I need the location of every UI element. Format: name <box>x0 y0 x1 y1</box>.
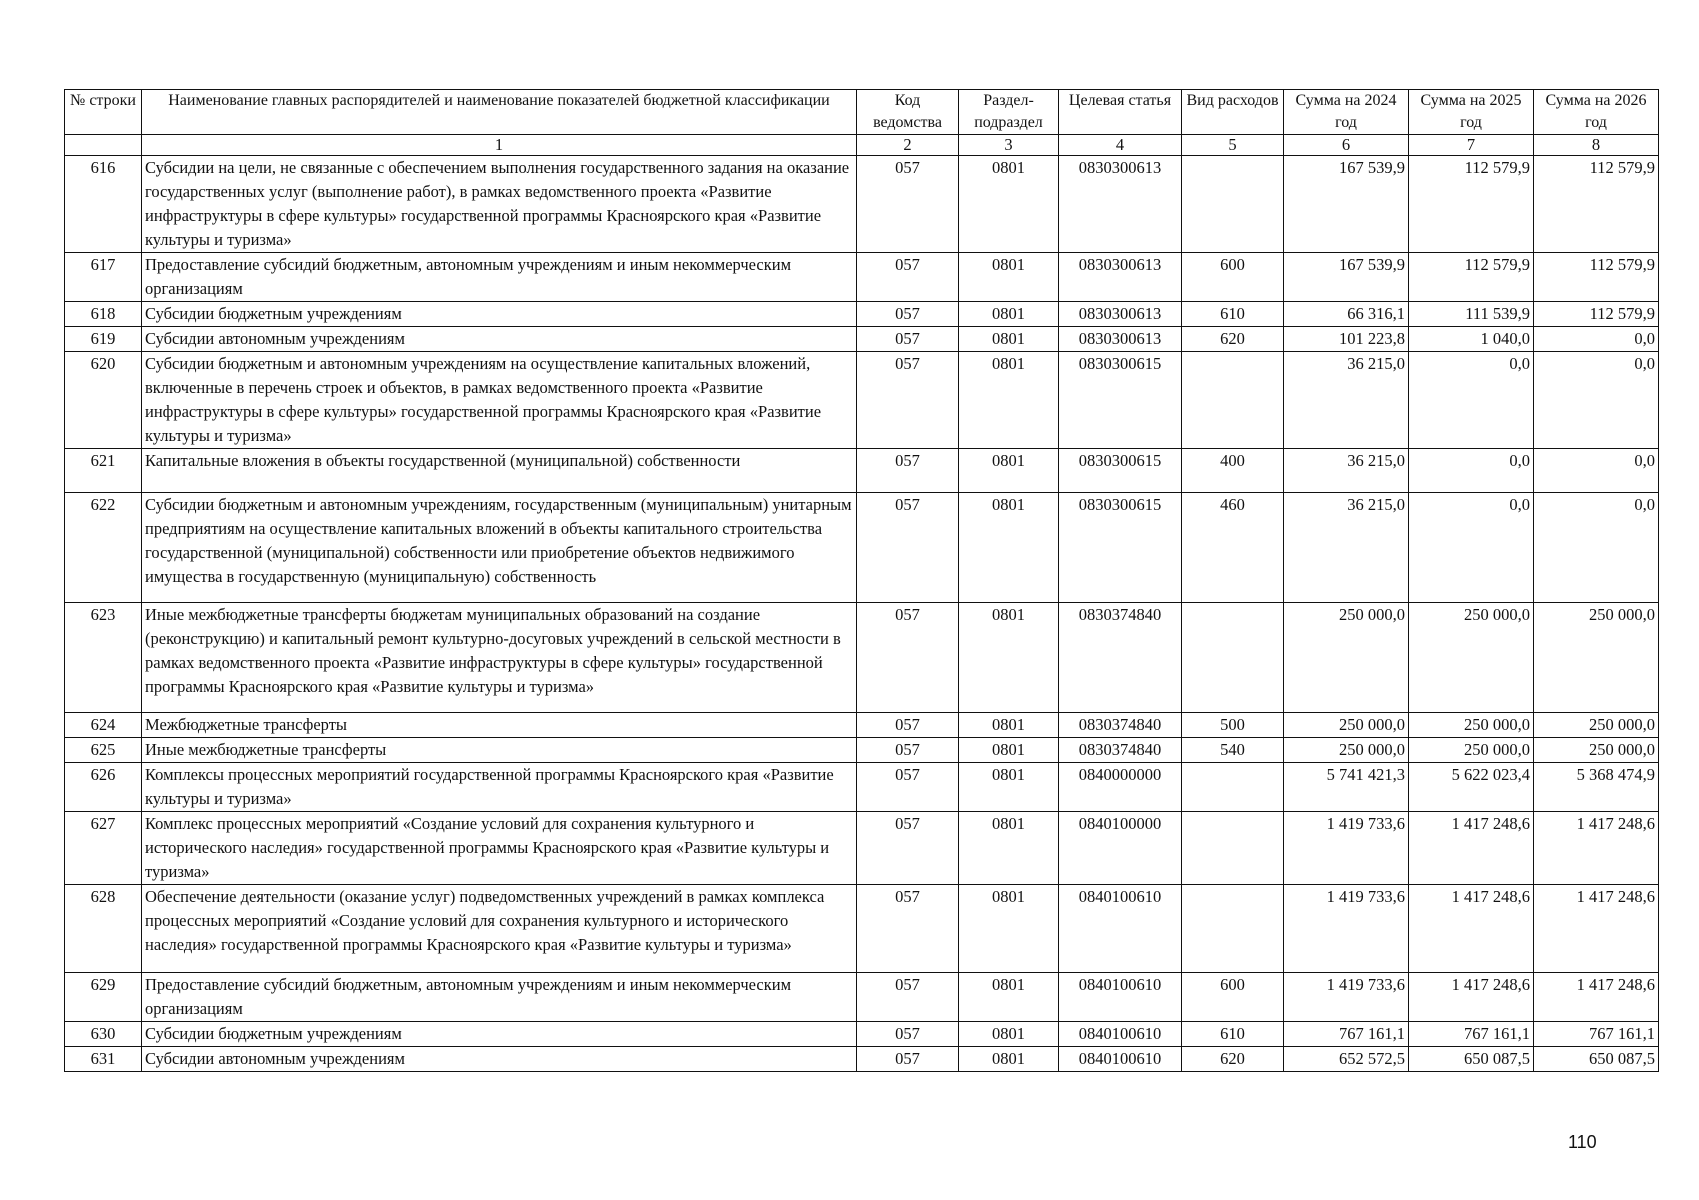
row-amount-2025: 250 000,0 <box>1409 738 1534 763</box>
row-expense-type <box>1182 603 1284 713</box>
row-number: 628 <box>65 885 142 973</box>
row-amount-2026: 1 417 248,6 <box>1534 973 1659 1022</box>
row-amount-2025: 1 417 248,6 <box>1409 973 1534 1022</box>
row-number: 621 <box>65 449 142 493</box>
row-amount-2026: 250 000,0 <box>1534 738 1659 763</box>
row-dept-code: 057 <box>857 493 959 603</box>
row-name: Субсидии бюджетным и автономным учреждениям на осуществление капитальных вложений, включенные в перечень строек и объектов, в рамках ведомственного проекта «Развитие инфраструктуры в сфере культуры» государственной программы Красноярского края «Развитие культуры и туризма» <box>142 352 857 449</box>
row-name: Субсидии на цели, не связанные с обеспечением выполнения государственного задания на оказание государственных услуг (выполнение работ), в рамках ведомственного проекта «Развитие инфраструктуры в сфере культуры» государственной программы Красноярского края «Развитие культуры и туризма» <box>142 156 857 253</box>
row-name: Субсидии бюджетным учреждениям <box>142 302 857 327</box>
column-number: 6 <box>1284 135 1409 156</box>
row-amount-2025: 767 161,1 <box>1409 1022 1534 1047</box>
header-row-no: № строки <box>65 90 142 135</box>
row-name: Межбюджетные трансферты <box>142 713 857 738</box>
row-amount-2026: 112 579,9 <box>1534 302 1659 327</box>
row-amount-2026: 767 161,1 <box>1534 1022 1659 1047</box>
row-dept-code: 057 <box>857 156 959 253</box>
row-dept-code: 057 <box>857 973 959 1022</box>
row-target-article: 0840100610 <box>1059 885 1182 973</box>
table-row <box>65 449 1659 493</box>
row-amount-2024: 250 000,0 <box>1284 603 1409 713</box>
page-number: 110 <box>1568 1132 1597 1152</box>
row-amount-2025: 5 622 023,4 <box>1409 763 1534 812</box>
row-name: Капитальные вложения в объекты государственной (муниципальной) собственности <box>142 449 857 493</box>
row-target-article: 0840100610 <box>1059 1022 1182 1047</box>
table-row <box>65 493 1659 603</box>
row-number: 625 <box>65 738 142 763</box>
header-2025: Сумма на 2025 год <box>1409 90 1534 135</box>
row-amount-2024: 66 316,1 <box>1284 302 1409 327</box>
row-amount-2026: 112 579,9 <box>1534 253 1659 302</box>
column-number: 5 <box>1182 135 1284 156</box>
row-target-article: 0840100000 <box>1059 812 1182 885</box>
column-number-row <box>65 135 1659 156</box>
table-row <box>65 352 1659 449</box>
row-expense-type: 400 <box>1182 449 1284 493</box>
row-target-article: 0830374840 <box>1059 603 1182 713</box>
row-amount-2024: 250 000,0 <box>1284 713 1409 738</box>
row-number: 626 <box>65 763 142 812</box>
row-section: 0801 <box>959 156 1059 253</box>
row-amount-2024: 1 419 733,6 <box>1284 812 1409 885</box>
row-target-article: 0830300615 <box>1059 449 1182 493</box>
table-row <box>65 302 1659 327</box>
row-expense-type: 500 <box>1182 713 1284 738</box>
row-amount-2024: 167 539,9 <box>1284 253 1409 302</box>
row-amount-2026: 0,0 <box>1534 493 1659 603</box>
row-number: 623 <box>65 603 142 713</box>
row-dept-code: 057 <box>857 763 959 812</box>
table-row <box>65 885 1659 973</box>
row-amount-2024: 5 741 421,3 <box>1284 763 1409 812</box>
row-target-article: 0830374840 <box>1059 713 1182 738</box>
row-target-article: 0840000000 <box>1059 763 1182 812</box>
row-amount-2025: 111 539,9 <box>1409 302 1534 327</box>
column-number: 4 <box>1059 135 1182 156</box>
column-number: 3 <box>959 135 1059 156</box>
row-number: 624 <box>65 713 142 738</box>
row-number: 630 <box>65 1022 142 1047</box>
row-number: 631 <box>65 1047 142 1072</box>
row-section: 0801 <box>959 763 1059 812</box>
row-amount-2024: 36 215,0 <box>1284 352 1409 449</box>
budget-table <box>64 89 1659 1072</box>
row-expense-type: 600 <box>1182 253 1284 302</box>
row-expense-type: 620 <box>1182 1047 1284 1072</box>
row-name: Субсидии автономным учреждениям <box>142 1047 857 1072</box>
row-expense-type <box>1182 352 1284 449</box>
row-target-article: 0840100610 <box>1059 1047 1182 1072</box>
row-amount-2024: 767 161,1 <box>1284 1022 1409 1047</box>
row-amount-2024: 36 215,0 <box>1284 449 1409 493</box>
row-target-article: 0830300613 <box>1059 327 1182 352</box>
row-section: 0801 <box>959 603 1059 713</box>
row-section: 0801 <box>959 302 1059 327</box>
header-name: Наименование главных распорядителей и наименование показателей бюджетной классификации <box>142 90 857 135</box>
row-expense-type <box>1182 812 1284 885</box>
column-number: 8 <box>1534 135 1659 156</box>
row-amount-2024: 1 419 733,6 <box>1284 973 1409 1022</box>
row-dept-code: 057 <box>857 738 959 763</box>
row-amount-2026: 650 087,5 <box>1534 1047 1659 1072</box>
row-name: Субсидии бюджетным и автономным учреждениям, государственным (муниципальным) унитарным предприятиям на осуществление капитальных вложений в объекты капитального строительства государственной (муниципальной) собственности или приобретение объектов недвижимого имущества в государственную (муниципальную) собственность <box>142 493 857 603</box>
row-expense-type: 620 <box>1182 327 1284 352</box>
row-section: 0801 <box>959 253 1059 302</box>
header-target: Целевая статья <box>1059 90 1182 135</box>
table-row <box>65 763 1659 812</box>
column-number: 7 <box>1409 135 1534 156</box>
row-expense-type: 600 <box>1182 973 1284 1022</box>
header-dept: Код ведомства <box>857 90 959 135</box>
row-name: Предоставление субсидий бюджетным, автономным учреждениям и иным некоммерческим организациям <box>142 973 857 1022</box>
row-amount-2025: 1 040,0 <box>1409 327 1534 352</box>
header-2026: Сумма на 2026 год <box>1534 90 1659 135</box>
row-target-article: 0830374840 <box>1059 738 1182 763</box>
row-target-article: 0830300615 <box>1059 352 1182 449</box>
row-amount-2026: 0,0 <box>1534 327 1659 352</box>
row-number: 620 <box>65 352 142 449</box>
header-row <box>65 90 1659 135</box>
row-expense-type: 610 <box>1182 302 1284 327</box>
row-name: Комплекс процессных мероприятий «Создание условий для сохранения культурного и исторического наследия» государственной программы Красноярского края «Развитие культуры и туризма» <box>142 812 857 885</box>
row-amount-2026: 0,0 <box>1534 352 1659 449</box>
row-dept-code: 057 <box>857 253 959 302</box>
row-amount-2024: 101 223,8 <box>1284 327 1409 352</box>
row-dept-code: 057 <box>857 1022 959 1047</box>
row-target-article: 0830300613 <box>1059 253 1182 302</box>
row-name: Иные межбюджетные трансферты бюджетам муниципальных образований на создание (реконструкцию) и капитальный ремонт культурно-досуговых учреждений в сельской местности в рамках ведомственного проекта «Развитие инфраструктуры в сфере культуры» государственной программы Красноярского края «Развитие культуры и туризма» <box>142 603 857 713</box>
table-row <box>65 253 1659 302</box>
row-name: Субсидии бюджетным учреждениям <box>142 1022 857 1047</box>
row-dept-code: 057 <box>857 327 959 352</box>
row-expense-type: 540 <box>1182 738 1284 763</box>
row-section: 0801 <box>959 327 1059 352</box>
row-number: 622 <box>65 493 142 603</box>
row-amount-2025: 112 579,9 <box>1409 253 1534 302</box>
row-amount-2024: 250 000,0 <box>1284 738 1409 763</box>
row-name: Предоставление субсидий бюджетным, автономным учреждениям и иным некоммерческим организациям <box>142 253 857 302</box>
row-number: 618 <box>65 302 142 327</box>
row-section: 0801 <box>959 1022 1059 1047</box>
row-name: Субсидии автономным учреждениям <box>142 327 857 352</box>
row-number: 616 <box>65 156 142 253</box>
table-row <box>65 156 1659 253</box>
row-dept-code: 057 <box>857 885 959 973</box>
row-target-article: 0830300613 <box>1059 156 1182 253</box>
row-amount-2025: 112 579,9 <box>1409 156 1534 253</box>
table-body <box>65 156 1659 1072</box>
table-row <box>65 603 1659 713</box>
row-amount-2025: 0,0 <box>1409 352 1534 449</box>
row-expense-type <box>1182 156 1284 253</box>
header-2024: Сумма на 2024 год <box>1284 90 1409 135</box>
row-amount-2026: 250 000,0 <box>1534 713 1659 738</box>
column-number: 1 <box>142 135 857 156</box>
row-section: 0801 <box>959 738 1059 763</box>
table-row <box>65 1022 1659 1047</box>
row-amount-2026: 1 417 248,6 <box>1534 885 1659 973</box>
row-amount-2024: 1 419 733,6 <box>1284 885 1409 973</box>
row-dept-code: 057 <box>857 1047 959 1072</box>
row-name: Комплексы процессных мероприятий государственной программы Красноярского края «Развитие культуры и туризма» <box>142 763 857 812</box>
row-amount-2025: 250 000,0 <box>1409 713 1534 738</box>
row-number: 619 <box>65 327 142 352</box>
row-section: 0801 <box>959 812 1059 885</box>
table-row <box>65 812 1659 885</box>
header-exptype: Вид расходов <box>1182 90 1284 135</box>
row-dept-code: 057 <box>857 352 959 449</box>
row-amount-2026: 5 368 474,9 <box>1534 763 1659 812</box>
row-dept-code: 057 <box>857 713 959 738</box>
row-amount-2025: 0,0 <box>1409 493 1534 603</box>
row-amount-2026: 0,0 <box>1534 449 1659 493</box>
table-row <box>65 327 1659 352</box>
column-number <box>65 135 142 156</box>
row-amount-2025: 1 417 248,6 <box>1409 812 1534 885</box>
row-number: 617 <box>65 253 142 302</box>
row-name: Иные межбюджетные трансферты <box>142 738 857 763</box>
row-amount-2026: 1 417 248,6 <box>1534 812 1659 885</box>
row-dept-code: 057 <box>857 302 959 327</box>
row-amount-2026: 250 000,0 <box>1534 603 1659 713</box>
row-section: 0801 <box>959 352 1059 449</box>
row-expense-type: 610 <box>1182 1022 1284 1047</box>
row-section: 0801 <box>959 493 1059 603</box>
row-number: 629 <box>65 973 142 1022</box>
row-amount-2025: 650 087,5 <box>1409 1047 1534 1072</box>
row-expense-type <box>1182 885 1284 973</box>
row-amount-2026: 112 579,9 <box>1534 156 1659 253</box>
row-number: 627 <box>65 812 142 885</box>
table-row <box>65 973 1659 1022</box>
row-section: 0801 <box>959 713 1059 738</box>
row-target-article: 0830300615 <box>1059 493 1182 603</box>
row-amount-2024: 167 539,9 <box>1284 156 1409 253</box>
row-section: 0801 <box>959 1047 1059 1072</box>
row-dept-code: 057 <box>857 812 959 885</box>
row-amount-2025: 250 000,0 <box>1409 603 1534 713</box>
row-amount-2024: 652 572,5 <box>1284 1047 1409 1072</box>
table-row <box>65 713 1659 738</box>
row-dept-code: 057 <box>857 449 959 493</box>
row-section: 0801 <box>959 449 1059 493</box>
row-target-article: 0830300613 <box>1059 302 1182 327</box>
row-amount-2025: 0,0 <box>1409 449 1534 493</box>
row-dept-code: 057 <box>857 603 959 713</box>
row-expense-type <box>1182 763 1284 812</box>
row-amount-2024: 36 215,0 <box>1284 493 1409 603</box>
row-name: Обеспечение деятельности (оказание услуг) подведомственных учреждений в рамках комплекса процессных мероприятий «Создание условий для сохранения культурного и исторического наследия» государственной программы Красноярского края «Развитие культуры и туризма» <box>142 885 857 973</box>
table-row <box>65 738 1659 763</box>
row-expense-type: 460 <box>1182 493 1284 603</box>
header-section: Раздел-подраздел <box>959 90 1059 135</box>
row-section: 0801 <box>959 885 1059 973</box>
row-target-article: 0840100610 <box>1059 973 1182 1022</box>
row-section: 0801 <box>959 973 1059 1022</box>
row-amount-2025: 1 417 248,6 <box>1409 885 1534 973</box>
column-number: 2 <box>857 135 959 156</box>
table-row <box>65 1047 1659 1072</box>
